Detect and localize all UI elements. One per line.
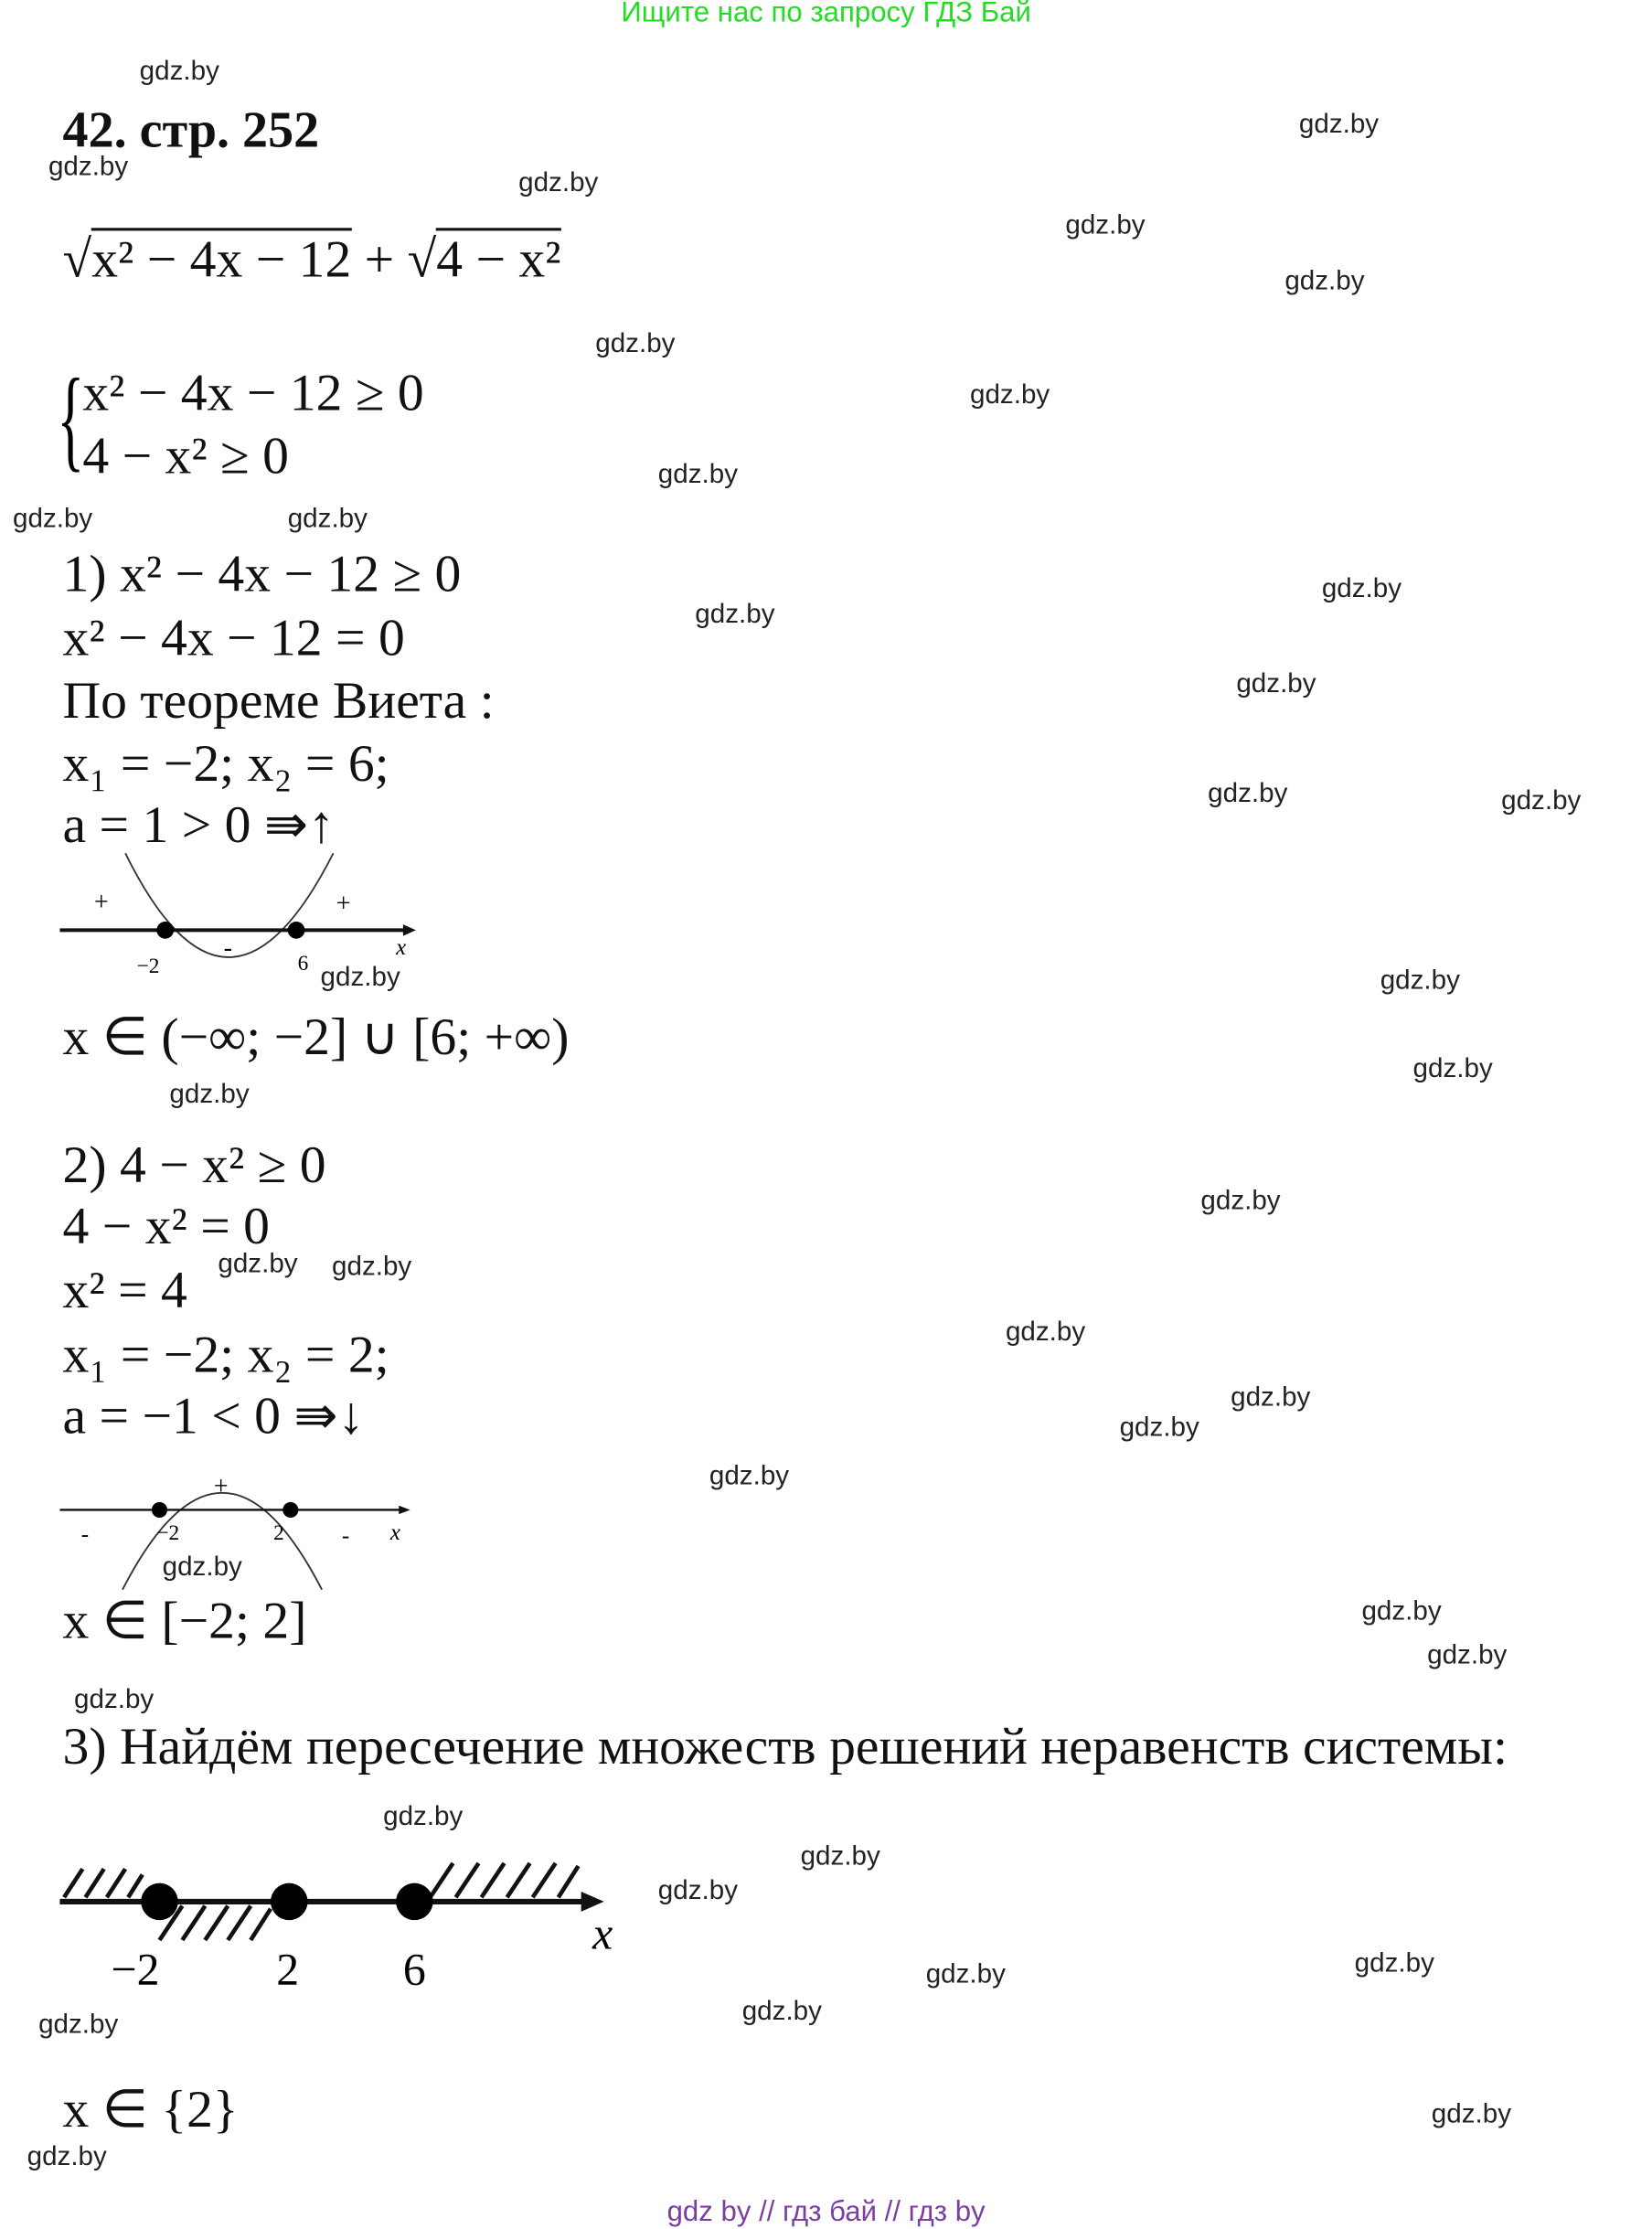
watermark: gdz.by bbox=[27, 2142, 107, 2172]
watermark: gdz.by bbox=[595, 328, 676, 359]
point-label: 2 bbox=[276, 1944, 300, 1995]
root-label: 6 bbox=[297, 951, 309, 976]
point-label: −2 bbox=[111, 1944, 160, 1995]
root-label: −2 bbox=[156, 1521, 180, 1546]
watermark: gdz.by bbox=[38, 2010, 119, 2041]
part1-answer: x ∈ (−∞; −2] ∪ [6; +∞) bbox=[62, 1008, 570, 1067]
hatching-left bbox=[64, 1869, 143, 1897]
point bbox=[271, 1883, 308, 1921]
part3-text: 3) Найдём пересечение множеств решений неравенств системы: bbox=[62, 1717, 1508, 1776]
root-label: −2 bbox=[136, 955, 160, 979]
part2-line: x₁ = −2; x₂ = 2; bbox=[62, 1326, 389, 1385]
watermark: gdz.by bbox=[1298, 109, 1380, 140]
sign-plus: + bbox=[213, 1472, 229, 1501]
part2-answer: x ∈ [−2; 2] bbox=[62, 1592, 307, 1651]
watermark: gdz.by bbox=[695, 599, 775, 630]
watermark: gdz.by bbox=[1361, 1596, 1442, 1627]
watermark: gdz.by bbox=[139, 57, 219, 88]
watermark: gdz.by bbox=[1431, 2099, 1512, 2130]
sign-plus-left: + bbox=[93, 888, 109, 917]
arrow-icon bbox=[399, 1506, 410, 1514]
part1-line: a = 1 > 0 ⇛↑ bbox=[62, 795, 336, 855]
sign-minus-left: - bbox=[80, 1521, 90, 1547]
part2-line: a = −1 < 0 ⇛↓ bbox=[62, 1387, 365, 1446]
watermark: gdz.by bbox=[1119, 1413, 1199, 1444]
footer-links[interactable]: gdz by // гдз бай // гдз by bbox=[666, 2196, 986, 2228]
point bbox=[396, 1883, 433, 1921]
watermark: gdz.by bbox=[162, 1552, 242, 1583]
watermark: gdz.by bbox=[1208, 779, 1288, 809]
part1-line: По теореме Виета : bbox=[62, 672, 495, 731]
watermark: gdz.by bbox=[13, 504, 93, 535]
watermark: gdz.by bbox=[741, 1997, 822, 2028]
root-point bbox=[156, 922, 174, 939]
watermark: gdz.by bbox=[1200, 1186, 1281, 1217]
arrow-icon bbox=[403, 924, 416, 935]
system-line-2: 4 − x² ≥ 0 bbox=[82, 427, 289, 486]
root-point bbox=[152, 1502, 167, 1518]
part1-line: x₁ = −2; x₂ = 6; bbox=[62, 734, 389, 794]
axis-label: x bbox=[389, 1520, 400, 1546]
watermark: gdz.by bbox=[1427, 1640, 1508, 1671]
watermark: gdz.by bbox=[1231, 1382, 1311, 1413]
sign-minus: - bbox=[223, 933, 232, 963]
system-brace-icon: { bbox=[57, 357, 85, 484]
part2-line: 2) 4 − x² ≥ 0 bbox=[62, 1136, 326, 1196]
watermark: gdz.by bbox=[287, 504, 368, 535]
watermark: gdz.by bbox=[1412, 1053, 1493, 1084]
point-label: 6 bbox=[402, 1944, 426, 1995]
watermark: gdz.by bbox=[218, 1249, 298, 1280]
watermark: gdz.by bbox=[800, 1841, 880, 1872]
final-answer: x ∈ {2} bbox=[62, 2081, 239, 2140]
sqrt-icon: √ bbox=[407, 230, 437, 290]
watermark: gdz.by bbox=[518, 167, 599, 198]
radicand-1: x² − 4x − 12 bbox=[91, 228, 351, 286]
watermark: gdz.by bbox=[320, 963, 400, 993]
part2-line: 4 − x² = 0 bbox=[62, 1198, 270, 1257]
watermark: gdz.by bbox=[48, 152, 129, 183]
part1-line: x² − 4x − 12 = 0 bbox=[62, 609, 405, 668]
watermark: gdz.by bbox=[925, 1959, 1006, 1990]
header-banner[interactable]: Ищите нас по запросу ГДЗ Бай bbox=[621, 0, 1031, 29]
sign-minus-right: - bbox=[341, 1523, 350, 1549]
root-point bbox=[288, 922, 305, 939]
watermark: gdz.by bbox=[657, 460, 739, 490]
sqrt-icon: √ bbox=[62, 230, 92, 290]
watermark: gdz.by bbox=[709, 1461, 790, 1492]
hatching-right bbox=[431, 1863, 579, 1897]
watermark: gdz.by bbox=[1321, 573, 1402, 604]
watermark: gdz.by bbox=[169, 1079, 250, 1110]
system-line-1: x² − 4x − 12 ≥ 0 bbox=[82, 364, 424, 423]
watermark: gdz.by bbox=[332, 1252, 412, 1283]
plus-sign: + bbox=[364, 230, 395, 290]
watermark: gdz.by bbox=[657, 1875, 739, 1906]
part2-line: x² = 4 bbox=[62, 1262, 187, 1321]
exercise-title: 42. стр. 252 bbox=[62, 101, 320, 158]
watermark: gdz.by bbox=[969, 379, 1050, 411]
watermark: gdz.by bbox=[1354, 1948, 1434, 1979]
expression bbox=[62, 228, 561, 290]
watermark: gdz.by bbox=[1065, 210, 1146, 241]
part1-line: 1) x² − 4x − 12 ≥ 0 bbox=[62, 545, 462, 604]
intersection-diagram bbox=[0, 1851, 641, 2008]
root-label: 2 bbox=[273, 1521, 284, 1546]
hatching-middle bbox=[159, 1906, 271, 1940]
point bbox=[141, 1883, 178, 1921]
watermark: gdz.by bbox=[1236, 669, 1316, 699]
sign-plus-right: + bbox=[336, 890, 351, 919]
radicand-2: 4 − x² bbox=[436, 228, 560, 286]
watermark: gdz.by bbox=[74, 1685, 155, 1715]
axis-label: x bbox=[396, 934, 407, 960]
axis-label: x bbox=[592, 1908, 613, 1959]
watermark: gdz.by bbox=[383, 1801, 464, 1832]
watermark: gdz.by bbox=[1284, 266, 1365, 297]
root-point bbox=[282, 1502, 298, 1518]
watermark: gdz.by bbox=[1005, 1317, 1086, 1348]
watermark: gdz.by bbox=[1501, 786, 1582, 816]
watermark: gdz.by bbox=[1380, 965, 1460, 997]
